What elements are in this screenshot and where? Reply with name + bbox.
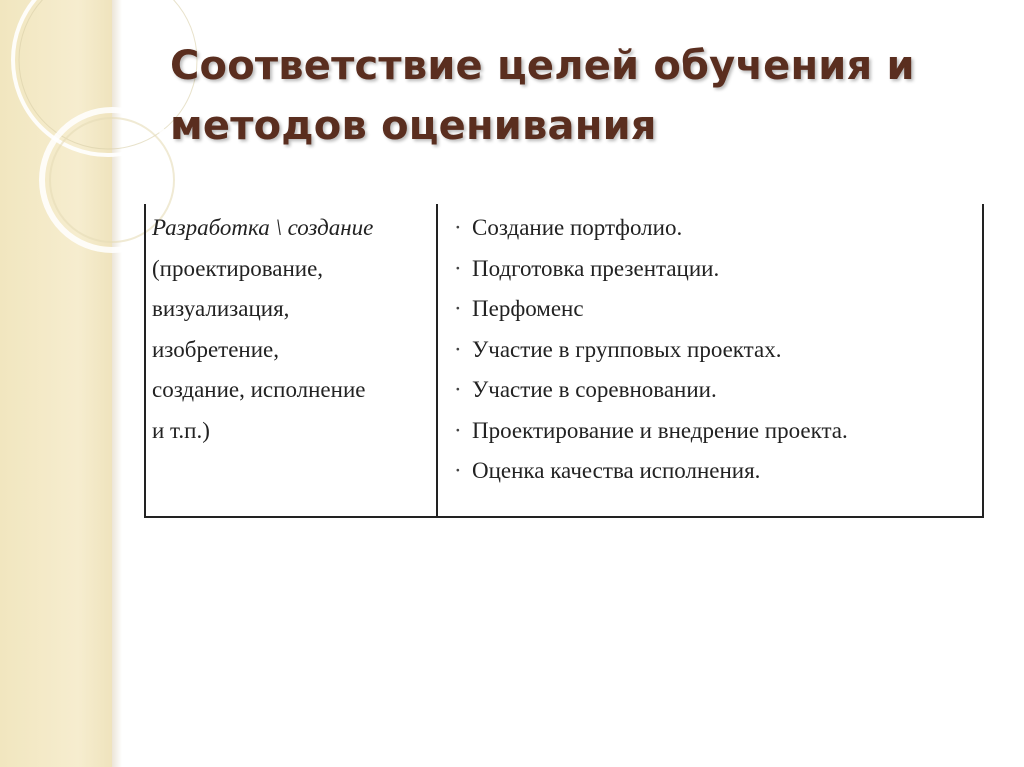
bullet-icon: · xyxy=(454,377,462,402)
methods-cell xyxy=(454,208,979,492)
table-right-border xyxy=(982,204,984,518)
bullet-icon: · xyxy=(454,255,462,281)
goal-line: изобретение, xyxy=(152,336,280,362)
list-item xyxy=(454,370,979,411)
title-line-2: методов оценивания xyxy=(170,103,657,149)
method-text: Участие в соревновании. xyxy=(472,377,717,402)
bullet-icon: · xyxy=(454,336,462,362)
methods-list xyxy=(454,208,979,492)
method-text: Создание портфолио. xyxy=(472,215,683,240)
list-item xyxy=(454,411,979,452)
table-column-divider xyxy=(436,204,438,518)
list-item xyxy=(454,289,979,330)
list-item xyxy=(454,451,979,492)
goals-methods-table xyxy=(144,204,984,518)
goal-line: и т.п.) xyxy=(152,417,210,443)
table-left-border xyxy=(144,204,146,518)
method-text: Проектирование и внедрение проекта. xyxy=(472,417,848,443)
method-text: Участие в групповых проектах. xyxy=(472,336,782,362)
bullet-icon: · xyxy=(454,417,462,443)
bullet-icon: · xyxy=(454,296,462,321)
goal-line: визуализация, xyxy=(152,296,290,321)
method-text: Оценка качества исполнения. xyxy=(472,458,761,483)
method-text: Перфоменс xyxy=(472,296,584,321)
list-item xyxy=(454,249,979,290)
list-item xyxy=(454,330,979,371)
list-item xyxy=(454,208,979,249)
goal-cell xyxy=(152,208,432,451)
goal-heading: Разработка \ создание xyxy=(152,215,374,240)
goal-line: (проектирование, xyxy=(152,255,324,281)
title-line-1: Соответствие целей обучения и xyxy=(170,43,915,89)
slide-title xyxy=(170,36,990,156)
bullet-icon: · xyxy=(454,215,462,240)
goal-line: создание, исполнение xyxy=(152,377,366,402)
method-text: Подготовка презентации. xyxy=(472,255,720,281)
bullet-icon: · xyxy=(454,458,462,483)
